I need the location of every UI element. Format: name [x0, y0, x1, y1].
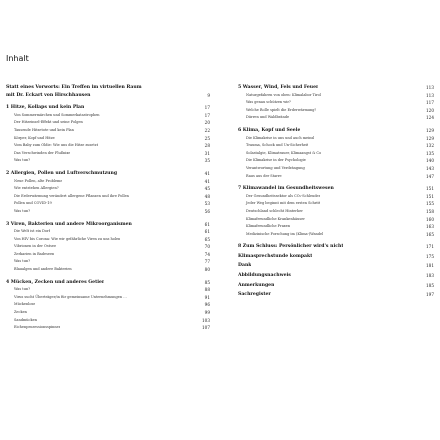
toc-entry-label: Was genau schützen wir?	[246, 100, 291, 105]
toc-page-number: 17	[204, 112, 210, 118]
toc-section-entry[interactable]	[238, 142, 434, 150]
toc-page-number: 129	[426, 135, 434, 141]
toc-page-number: 41	[204, 178, 210, 184]
toc-page-number: 56	[204, 208, 210, 214]
toc-page-number: 155	[426, 201, 434, 207]
toc-entry-label: Tausende Hitzetote und kein Plan	[14, 127, 74, 132]
toc-entry-label: 3 Viren, Bakterien und andere Mikroorganismen	[6, 221, 132, 227]
toc-section-entry[interactable]	[238, 231, 434, 239]
toc-entry-label: Mückenlose	[14, 302, 36, 307]
toc-section-entry[interactable]	[6, 208, 210, 216]
toc-page-number: 45	[204, 186, 210, 192]
toc-page-number: 35	[204, 158, 210, 164]
toc-entry-label: Was tun?	[14, 208, 31, 213]
toc-page-number: 158	[426, 208, 434, 214]
toc-page-number: 17	[204, 105, 210, 111]
toc-page-number: 185	[426, 282, 434, 288]
toc-entry-label: Jeder Weg beginnt mit dem ersten Schritt	[246, 201, 321, 206]
toc-section-entry[interactable]	[238, 150, 434, 158]
toc-entry-label: 6 Klima, Kopf und Seele	[238, 127, 301, 133]
toc-section-entry[interactable]	[6, 119, 210, 127]
toc-page-number: 74	[204, 251, 210, 257]
toc-page-number: 99	[204, 310, 210, 316]
toc-entry-label: Abbildungsnachweis	[238, 273, 291, 279]
toc-page-number: 61	[204, 229, 210, 235]
toc-entry-label: Die Erderwärmung verändert allergene Pflanzen und ihre Pollen	[14, 193, 129, 198]
toc-section-entry[interactable]	[6, 150, 210, 158]
toc-section-entry[interactable]	[238, 157, 434, 165]
toc-entry-label: Das Verschwinden der Flußnixe	[14, 150, 71, 155]
toc-entry-label: Zerkarien in Badeseen	[14, 251, 55, 256]
toc-page-number: 107	[202, 325, 210, 331]
toc-page-number: 48	[204, 193, 210, 199]
toc-section-entry[interactable]	[238, 200, 434, 208]
toc-entry-label: Blaualgen und andere Bakterien	[14, 267, 72, 272]
toc-page-number: 183	[426, 273, 434, 279]
toc-entry-label: Trauma, Schock und Un-Sicherheit	[246, 143, 309, 148]
toc-chapter-entry[interactable]	[6, 279, 210, 287]
toc-entry-label: Der Gesundheitssektor als CO₂-Schleuder	[246, 193, 321, 198]
toc-entry-label: Naturgefahren von oben: Klimalabor Tirol	[246, 92, 321, 97]
toc-page-number: 113	[426, 92, 434, 98]
toc-page-number: 163	[426, 224, 434, 230]
toc-entry-label: Körper, Kopf und Hitze	[14, 135, 55, 140]
toc-chapter-entry[interactable]	[238, 84, 434, 92]
toc-entry-label: Klimasprechstunde kompakt	[238, 253, 313, 259]
toc-page-number: 129	[426, 127, 434, 133]
toc-page-number: 117	[426, 100, 434, 106]
toc-page-number: 77	[204, 259, 210, 265]
toc-section-entry[interactable]	[6, 266, 210, 274]
toc-section-entry[interactable]	[6, 112, 210, 120]
toc-entry-label: Die Klimakrise in der Psychologie	[246, 158, 306, 163]
toc-entry-label: Die Klimakrise in uns und auch meinsl	[246, 135, 315, 140]
toc-entry-label: Der Hitzeinsel-Effekt und seine Folgen	[14, 120, 83, 125]
toc-entry-label: Zecken	[14, 310, 27, 315]
toc-section-entry[interactable]	[6, 309, 210, 317]
toc-page-number: 197	[426, 292, 434, 298]
toc-page-number: 181	[426, 263, 434, 269]
toc-section-entry[interactable]	[6, 317, 210, 325]
toc-entry-label: Die Welt ist ein Dorf	[14, 229, 51, 234]
toc-page-number: 96	[204, 302, 210, 308]
toc-entry-label: Deutschland schlecht Hinterher	[246, 208, 303, 213]
toc-page-number: 175	[426, 253, 434, 259]
toc-section-entry[interactable]	[6, 178, 210, 186]
toc-page-number: 147	[426, 173, 434, 179]
toc-section-entry[interactable]	[6, 251, 210, 259]
toc-page-number: 103	[202, 317, 210, 323]
toc-page-number: 120	[426, 107, 434, 113]
toc-page-number: 143	[426, 165, 434, 171]
toc-entry-label: Sandmücken	[14, 317, 37, 322]
toc-entry-label: Medizinische Forschung im (Klima-)Wandel	[246, 231, 324, 236]
toc-page-number: 135	[426, 150, 434, 156]
toc-entry-label: Von Sommermärchen und Sommerkatastrophen	[14, 112, 100, 117]
toc-page-number: 41	[204, 170, 210, 176]
toc-page-number: 65	[204, 236, 210, 242]
toc-entry-label: Raus aus der Starre	[246, 173, 282, 178]
toc-section-entry[interactable]	[6, 200, 210, 208]
toc-entry-label: Klimafreundliche Krankenhäuser	[246, 216, 305, 221]
toc-section-entry[interactable]	[6, 193, 210, 201]
toc-section-entry[interactable]	[238, 135, 434, 143]
toc-page-number: 85	[204, 279, 210, 285]
toc-page-number: 171	[426, 244, 434, 250]
toc-page-number: 31	[204, 150, 210, 156]
toc-section-entry[interactable]	[238, 216, 434, 224]
toc-entry-label: Was tun?	[14, 287, 31, 292]
toc-entry-label: Wie entstehen Allergien?	[14, 186, 59, 191]
toc-page-number: 28	[204, 143, 210, 149]
toc-chapter-entry[interactable]	[6, 92, 210, 100]
toc-page-number: 22	[204, 127, 210, 133]
toc-page-number: 113	[426, 85, 434, 90]
toc-entry-label: Anmerkungen	[238, 282, 275, 288]
toc-entry-label: Dank	[238, 263, 252, 269]
toc-page-number: 140	[426, 158, 434, 164]
toc-entry-label: 8 Zum Schluss: Persönlicher wird's nicht	[238, 244, 344, 250]
toc-page-number: 20	[204, 120, 210, 126]
toc-section-entry[interactable]	[238, 165, 434, 173]
toc-section-entry[interactable]	[238, 223, 434, 231]
toc-section-entry[interactable]	[6, 127, 210, 135]
toc-entry-label: Pollen und COVID-19	[14, 201, 52, 206]
toc-section-entry[interactable]	[6, 294, 210, 302]
toc-page-number: 151	[426, 186, 434, 192]
toc-chapter-entry[interactable]	[6, 104, 210, 112]
toc-chapter-entry[interactable]	[6, 170, 210, 178]
toc-chapter-entry[interactable]	[238, 185, 434, 193]
toc-page-number: 132	[426, 143, 434, 149]
toc-entry-label: Verantwortung und Verdrängung	[246, 165, 305, 170]
toc-page-number: 160	[426, 216, 434, 222]
toc-page-number: 61	[204, 221, 210, 227]
toc-entry-label: Was tun?	[14, 259, 31, 264]
toc-column-left	[6, 84, 210, 332]
toc-page-number: 70	[204, 244, 210, 250]
toc-page-number: 25	[204, 135, 210, 141]
toc-chapter-entry[interactable]	[238, 127, 434, 135]
toc-section-entry[interactable]	[6, 185, 210, 193]
toc-page-number: 151	[426, 193, 434, 199]
toc-page-number: 88	[204, 287, 210, 293]
toc-section-entry[interactable]	[6, 135, 210, 143]
toc-entry-label: Sachregister	[238, 292, 271, 298]
toc-section-entry[interactable]	[6, 258, 210, 266]
toc-section-entry[interactable]	[6, 157, 210, 165]
toc-section-entry[interactable]	[238, 99, 434, 107]
toc-entry-label: Virus sucht Überträger/in für gemeinsame Unternehmungen …	[14, 294, 127, 299]
toc-entry-label: Eichenprozessionsspinner	[14, 325, 61, 330]
toc-entry-label: Neue Pollen, alte Probleme	[14, 178, 63, 183]
toc-entry-label: Welche Rolle spielt die Erderwärmung?	[246, 107, 317, 112]
toc-entry-label: Vibrionen in der Ostsee	[14, 244, 57, 249]
toc-page-number: 124	[426, 115, 434, 121]
toc-entry-label: Von HIV bis Corona: Wie wir gefährliche Viren zu uns holen	[14, 236, 121, 241]
toc-chapter-entry[interactable]	[238, 243, 434, 251]
toc-entry-label: 7 Klimawandel im Gesundheitswesen	[238, 186, 334, 192]
toc-entry-label: Dürren und Waldbrände	[246, 115, 290, 120]
toc-page-number: 165	[426, 231, 434, 237]
toc-section-entry[interactable]	[238, 208, 434, 216]
toc-section-entry[interactable]	[6, 324, 210, 332]
toc-entry-label: Statt eines Vorworts: Ein Treffen im virtuellen Raum	[6, 85, 142, 90]
toc-chapter-entry[interactable]	[6, 84, 210, 92]
toc-chapter-entry[interactable]	[238, 272, 434, 280]
toc-entry-label: 2 Allergien, Pollen und Luftverschmutzung	[6, 170, 118, 176]
toc-page-number: 80	[204, 267, 210, 273]
toc-section-entry[interactable]	[238, 92, 434, 100]
page-title: Inhalt	[6, 54, 29, 63]
toc-page-number: 53	[204, 201, 210, 207]
toc-entry-label: Vom Baby zum Oldie: Wie uns die Hitze zusetzt	[14, 143, 99, 148]
toc-entry-label: Klimafreundliche Praxen	[246, 224, 291, 229]
toc-entry-label: mit Dr. Eckart von Hirschhausen	[6, 92, 91, 98]
toc-section-entry[interactable]	[6, 286, 210, 294]
toc-page-number: 91	[204, 294, 210, 300]
toc-entry-label: 4 Mücken, Zecken und anderes Getier	[6, 279, 105, 285]
toc-entry-label: Was tun?	[14, 158, 31, 163]
toc-section-entry[interactable]	[238, 114, 434, 122]
toc-section-entry[interactable]	[238, 173, 434, 181]
toc-page-number: 9	[207, 92, 210, 98]
toc-chapter-entry[interactable]	[6, 221, 210, 229]
toc-section-entry[interactable]	[238, 193, 434, 201]
toc-entry-label: Solastalgie, Klimatrauer, Klimaangst & Co	[246, 150, 322, 155]
toc-entry-label: 1 Hitze, Kollaps und kein Plan	[6, 105, 85, 111]
toc-section-entry[interactable]	[238, 107, 434, 115]
toc-chapter-entry[interactable]	[238, 262, 434, 270]
toc-section-entry[interactable]	[6, 301, 210, 309]
toc-section-entry[interactable]	[6, 142, 210, 150]
toc-chapter-entry[interactable]	[238, 253, 434, 261]
toc-chapter-entry[interactable]	[238, 282, 434, 290]
toc-section-entry[interactable]	[6, 228, 210, 236]
toc-chapter-entry[interactable]	[238, 291, 434, 299]
toc-entry-label: 5 Wasser, Wind, Fels und Feuer	[238, 85, 319, 90]
toc-column-right	[238, 84, 434, 299]
toc-section-entry[interactable]	[6, 243, 210, 251]
toc-section-entry[interactable]	[6, 236, 210, 244]
